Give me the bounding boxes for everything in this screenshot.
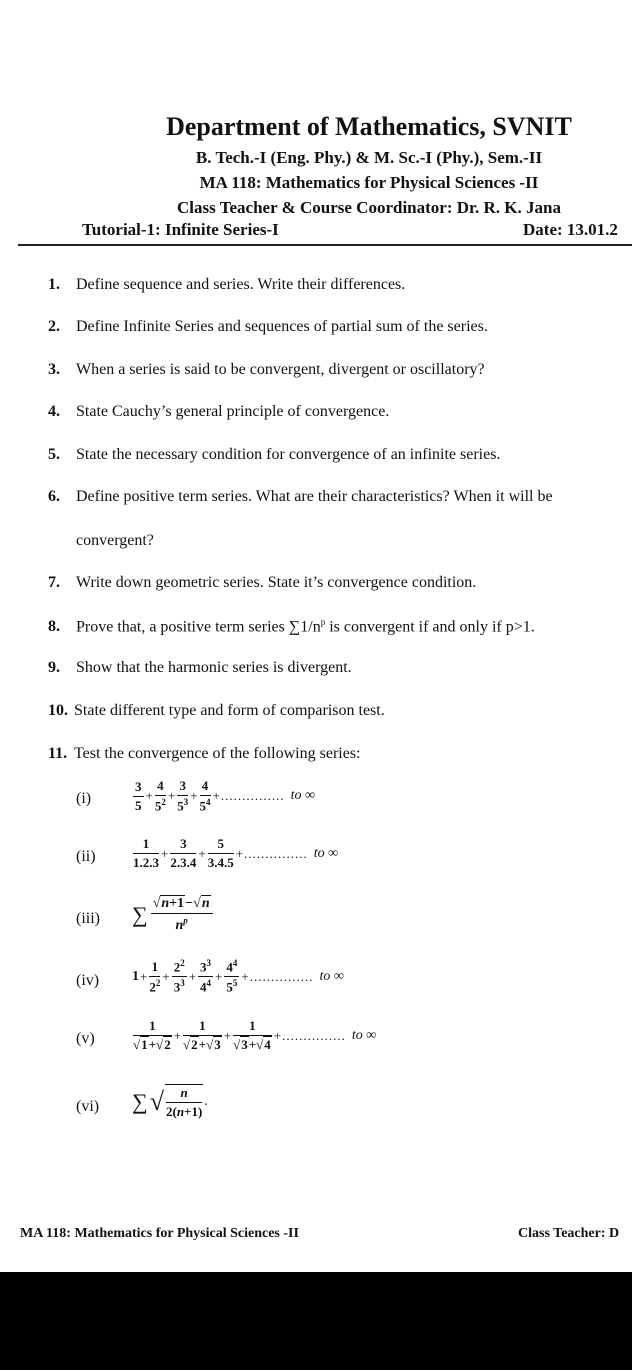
date-label: Date: 13.01.2 (523, 220, 618, 239)
tutorial-title: Tutorial-1: Infinite Series-I (82, 220, 279, 239)
page-title: Department of Mathematics, SVNIT (166, 112, 572, 141)
course-line: B. Tech.-I (Eng. Phy.) & M. Sc.-I (Phy.), Sem.-II (195, 148, 543, 167)
question-10: 10. State different type and form of comparison test. (48, 702, 385, 719)
subpart-v-series: $\frac{1}{√1+√2}$ + $\frac{1}{√2+√3}$ + $\frac{1}{√3+√4}$ + ............... to ∞ (133, 1018, 377, 1052)
course-code-line: MA 118: Mathematics for Physical Sciences -II (199, 173, 539, 192)
bottom-bar (0, 1272, 632, 1370)
question-11: 11. Test the convergence of the following series: (48, 745, 361, 762)
header-divider (18, 244, 632, 246)
question-1: 1. Define sequence and series. Write their differences. (48, 276, 406, 293)
coordinator-line: Class Teacher & Course Coordinator: Dr. R. K. Jana (177, 198, 561, 217)
subpart-ii-label: (ii) (76, 848, 96, 865)
footer-teacher: Class Teacher: D (518, 1226, 620, 1241)
question-6-continued: convergent? (76, 532, 154, 549)
subpart-vi-series: ∑ √ $\frac{n}{2(n+1)}$ . (132, 1085, 208, 1119)
question-3: 3. When a series is said to be convergent, divergent or oscillatory? (48, 361, 485, 378)
subpart-v-label: (v) (76, 1030, 95, 1047)
subpart-ii-series: $\frac{1}{1.2.3}$ + $\frac{3}{2.3.4}$ + $\frac{5}{3.4.5}$ + ............... to ∞ (133, 836, 339, 870)
subpart-iv-label: (iv) (76, 972, 100, 989)
subpart-iii-series: ∑ $\frac{√n+1-√n}{n^p}$ (132, 896, 214, 934)
footer-course: MA 118: Mathematics for Physical Sciences -II (20, 1226, 299, 1241)
subpart-vi-label: (vi) (76, 1098, 100, 1115)
subpart-i-series: $\frac{3}{5}$ + $\frac{4}{5^2}$ + $\frac{3}{5^3}$ + $\frac{4}{5^4}$ + ............... to ∞ (135, 778, 315, 814)
subpart-iii-label: (iii) (76, 910, 100, 927)
question-9: 9. Show that the harmonic series is divergent. (48, 659, 352, 676)
question-2: 2. Define Infinite Series and sequences of partial sum of the series. (48, 318, 488, 335)
subpart-iv-series: 1 + $\frac{1}{2^2}$ + $\frac{2^2}{3^3}$ + $\frac{3^3}{4^4}$ + $\frac{4^4}{5^5}$ + ............... to ∞ (132, 958, 344, 995)
question-8: 8. Prove that, a positive term series $\sum 1/n^p$ is convergent if and only if p>1. (48, 617, 535, 636)
subpart-i-label: (i) (76, 790, 92, 807)
question-7: 7. Write down geometric series. State it’s convergence condition. (48, 574, 477, 591)
question-4: 4. State Cauchy’s general principle of convergence. (48, 403, 390, 420)
question-6: 6. Define positive term series. What are their characteristics? When it will be (48, 488, 553, 505)
question-5: 5. State the necessary condition for convergence of an infinite series. (48, 446, 501, 463)
